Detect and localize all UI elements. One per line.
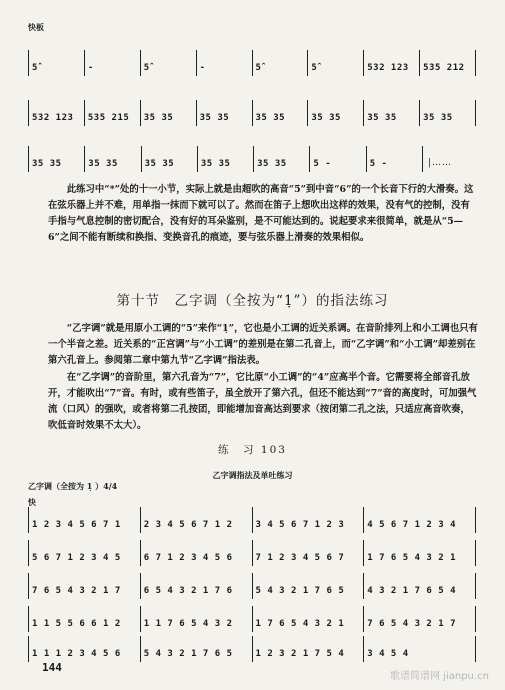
key-signature: 乙字调（全按为 1̣ ）4/4 bbox=[28, 481, 118, 491]
measure: 5̂ bbox=[143, 63, 150, 73]
measure: - bbox=[199, 63, 206, 73]
measure: 35 35 bbox=[144, 159, 175, 169]
measure: 35 35 bbox=[367, 113, 397, 123]
measure: 532 123 bbox=[32, 113, 74, 123]
exercise-subtitle: 乙字调指法及单吐练习 bbox=[212, 471, 293, 480]
measure: 1 7 6 5 4 3 2 1 bbox=[255, 619, 345, 629]
measure: 5̂ bbox=[311, 63, 318, 73]
exercise-row-2 bbox=[28, 540, 476, 566]
exercise-row-4 bbox=[28, 606, 476, 632]
measure: 35 35 bbox=[423, 113, 453, 123]
exercise-title: 练 习 103 bbox=[218, 444, 287, 456]
measure: 2 3 4 5 6 7 1 2 bbox=[143, 520, 233, 530]
measure: 35 35 bbox=[255, 113, 286, 123]
measure: 35 35 bbox=[200, 159, 231, 169]
continuation-dots: |…… bbox=[428, 158, 453, 168]
measure: 35 35 bbox=[311, 113, 341, 123]
measure: 5 - bbox=[313, 159, 332, 169]
section-title: 第十节 乙字调（全按为“1̣”）的指法练习 bbox=[116, 293, 389, 309]
measure: 35 35 bbox=[199, 113, 230, 123]
measure: 4 3 2 1 7 6 5 4 bbox=[367, 586, 457, 596]
paragraph-slide-explanation: 此练习中“*”处的十一小节，实际上就是由超吹的高音“5̇”到中音“6”的一个长音下行的大滑奏。这在弦乐器上并不难，用单指一抹而下就可以了。然而在笛子上想吹出这样的效果，没有气的控制，没有手指与气息控制的密切配合，没有好的耳朵鉴别，是不可能达到的。说起要求来很简单，就是从“5̇—6”之间不能有断续和换指、变换音孔的痕迹，要与弦乐器上滑奏的效果相似。 bbox=[48, 184, 474, 243]
measure: 6 5 4 3 2 1 7 6 bbox=[143, 586, 233, 596]
measure: 535 215 bbox=[87, 113, 130, 123]
watermark: 歌谱简谱网 jianpu.cn bbox=[390, 671, 489, 682]
measure: 35 35 bbox=[32, 159, 62, 169]
exercise-row-1 bbox=[28, 507, 476, 533]
measure: 5 - bbox=[369, 159, 388, 169]
measure: 7 6 5 4 3 2 1 7 bbox=[32, 586, 121, 596]
measure: 532 123 bbox=[367, 63, 409, 73]
measure: 35 35 bbox=[257, 159, 287, 169]
measure: 1 7 6 5 4 3 2 1 bbox=[367, 553, 457, 563]
measure: 5 4 3 2 1 7 6 5 bbox=[255, 586, 345, 596]
paragraph-sixth-hole: 在“乙字调”的音阶里，第六孔音为“7”，它比原“小工调”的“4”应高半个音。它需要将全部音孔放开，才能吹出“7”音。有时，或有些笛子，虽全放开了第六孔，但还不能达到“7”音的高度时，可加强气流（口风）的强吹，或者将第二孔按团，即能增加音高达到要求（按闭第二孔之法，只适应高音吹奏，吹低音时效果不太大）。 bbox=[48, 372, 477, 431]
measure: 3 4 5 6 7 1 2 3 bbox=[255, 520, 345, 530]
measure: 1 1 5 5 6 6 1 2 bbox=[32, 619, 121, 629]
measure: 5 6 7 1 2 3 4 5 bbox=[32, 553, 121, 563]
measure: 4 5 6 7 1 2 3 4 bbox=[367, 520, 457, 530]
measure: 1 1 1 2 3 4 5 6 bbox=[32, 649, 121, 659]
exercise-tempo: 快 bbox=[28, 497, 36, 507]
notation-row-1 bbox=[28, 50, 476, 76]
measure: 5̂ bbox=[32, 63, 38, 73]
exercise-row-3 bbox=[28, 573, 476, 599]
measure: 1 2 3 4 5 6 7 1 bbox=[32, 520, 121, 530]
measure: 35 35 bbox=[88, 159, 118, 169]
page-number: 144 bbox=[42, 661, 62, 674]
measure: - bbox=[87, 63, 94, 73]
measure: 1 1 7 6 5 4 3 2 bbox=[143, 619, 233, 629]
tempo-label: 快板 bbox=[28, 22, 44, 32]
measure: 35 35 bbox=[143, 113, 174, 123]
measure: 535 212 bbox=[423, 63, 465, 73]
measure: 1 2 3 2 1 7 5 4 bbox=[255, 649, 345, 659]
notation-row-2 bbox=[28, 100, 476, 126]
measure: 6 7 1 2 3 4 5 6 bbox=[143, 553, 233, 563]
paragraph-key-intro: “乙字调”就是用原小工调的“5”来作“1̣”，它也是小工调的近关系调。在音阶排列上和小工调也只有一个半音之差。近关系的“正宫调”与“小工调”的差别是在第二孔音上，而“乙字调”和“小工调”却差别在第六孔音上。参阅第二章中第九节“乙字调”指法表。 bbox=[48, 323, 478, 366]
measure: 7 6 5 4 3 2 1 7 bbox=[367, 619, 457, 629]
measure: 5 4 3 2 1 7 6 5 bbox=[143, 649, 233, 659]
exercise-row-5 bbox=[28, 636, 476, 662]
measure: 3 4 5 4 bbox=[367, 649, 409, 659]
measure: 5̂ bbox=[255, 63, 262, 73]
measure: 7 1 2 3 4 5 6 7 bbox=[255, 553, 345, 563]
notation-row-3 bbox=[28, 146, 423, 172]
